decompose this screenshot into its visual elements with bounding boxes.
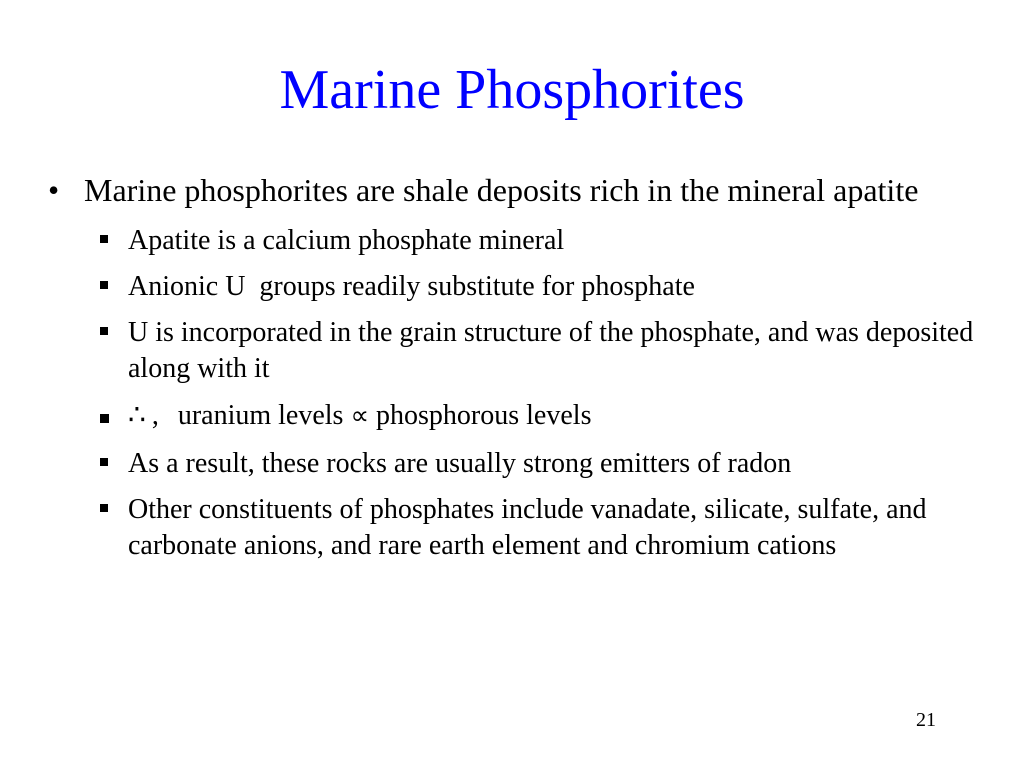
page-number: 21 — [916, 709, 936, 731]
square-bullet-icon — [100, 281, 108, 289]
sub-bullet-text: Other constituents of phosphates include vanadate, silicate, sulfate, and carbonate anions, and rare earth element and chromium cations — [128, 494, 927, 561]
slide-content — [44, 170, 974, 574]
sub-bullet-item — [44, 446, 974, 482]
slide-title: Marine Phosphorites — [279, 59, 745, 121]
phosphorous-levels-text: phosphorous levels — [376, 400, 592, 431]
round-bullet-icon: • — [48, 172, 60, 208]
main-bullet-item — [44, 170, 974, 211]
sub-bullet-item — [44, 492, 974, 564]
comma-text: , — [151, 400, 159, 431]
square-bullet-icon — [100, 458, 108, 466]
sub-bullet-text: Apatite is a calcium phosphate mineral — [128, 225, 565, 256]
sub-bullet-text: U is incorporated in the grain structure of the phosphate, and was deposited along with it — [128, 317, 974, 384]
proportional-symbol: ∝ — [350, 401, 370, 431]
uranium-levels-text: uranium levels — [177, 400, 344, 431]
square-bullet-icon — [100, 327, 108, 335]
sub-bullet-text: As a result, these rocks are usually strong emitters of radon — [128, 448, 792, 479]
square-bullet-icon — [100, 504, 108, 512]
sub-bullet-item — [44, 397, 974, 434]
sub-bullet-item — [44, 223, 974, 259]
sub-bullet-item — [44, 315, 974, 387]
sub-bullet-item — [44, 269, 974, 305]
square-bullet-icon — [100, 414, 109, 423]
therefore-symbol: ∴ — [128, 398, 146, 431]
main-bullet-text: Marine phosphorites are shale deposits rich in the mineral apatite — [84, 172, 919, 208]
sub-bullet-text: Anionic U groups readily substitute for phosphate — [128, 271, 695, 302]
square-bullet-icon — [100, 235, 108, 243]
